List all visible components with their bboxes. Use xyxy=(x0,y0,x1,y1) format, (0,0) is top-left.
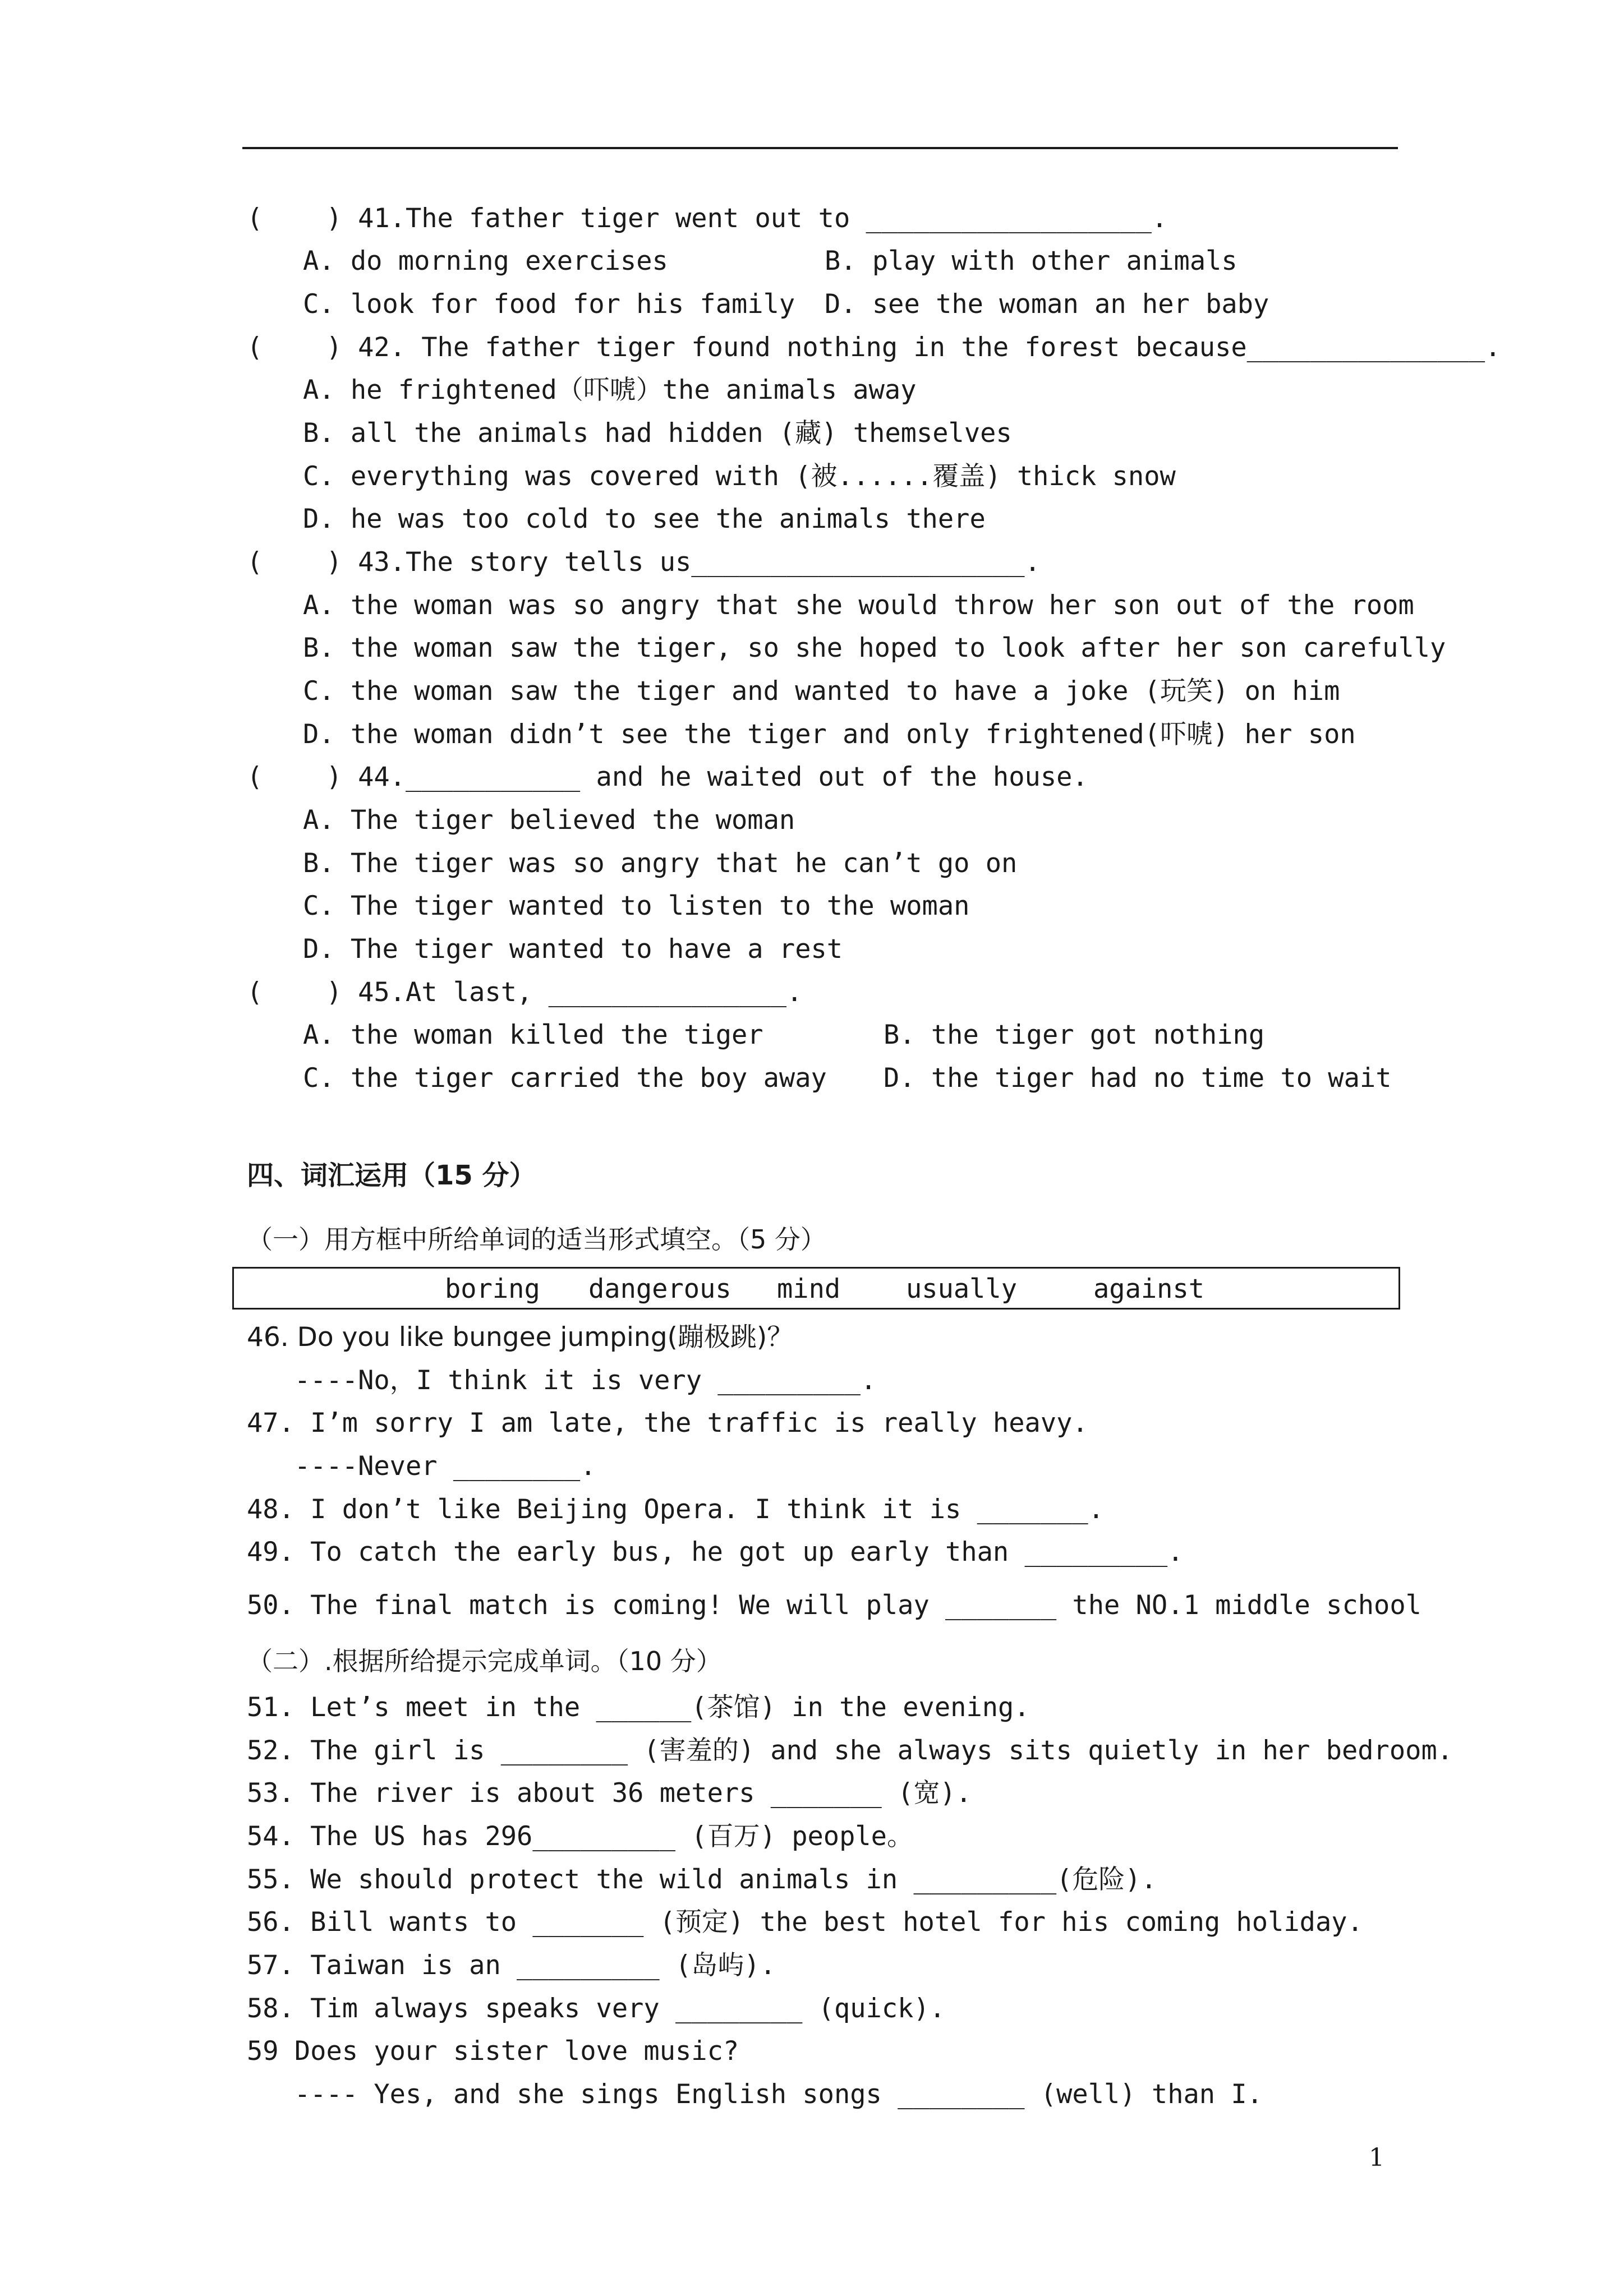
question-54: 54. The US has 296_________ (百万) people。 xyxy=(247,1821,913,1852)
question-45-option-b: B. the tiger got nothing xyxy=(884,1020,1265,1050)
question-45-option-a: A. the woman killed the tiger xyxy=(303,1020,763,1050)
question-43-stem: ( ) 43.The story tells us_____________________. xyxy=(247,547,1041,578)
question-47-answer: ----Never ________. xyxy=(247,1451,596,1482)
question-41-option-c: C. look for food for his family xyxy=(303,289,795,320)
question-43-option-d: D. the woman didn’t see the tiger and only frightened(吓唬) her son xyxy=(303,719,1356,750)
question-58: 58. Tim always speaks very ________ (quick). xyxy=(247,1993,946,2024)
question-57: 57. Taiwan is an _________ (岛屿). xyxy=(247,1950,776,1981)
question-55: 55. We should protect the wild animals in _________(危险). xyxy=(247,1864,1157,1895)
question-49: 49. To catch the early bus, he got up early than _________. xyxy=(247,1537,1184,1567)
question-46: 46. Do you like bungee jumping(蹦极跳)？ xyxy=(247,1322,794,1353)
question-51: 51. Let’s meet in the ______(茶馆) in the evening. xyxy=(247,1692,1030,1723)
question-53: 53. The river is about 36 meters _______ (宽). xyxy=(247,1778,972,1809)
question-44-option-d: D. The tiger wanted to have a rest xyxy=(303,934,843,965)
word-box-item: mind xyxy=(777,1274,841,1304)
question-41-stem: ( ) 41.The father tiger went out to __________________. xyxy=(247,203,1168,234)
question-41-option-b: B. play with other animals xyxy=(825,246,1237,276)
question-47: 47. I’m sorry I am late, the traffic is really heavy. xyxy=(247,1408,1088,1439)
word-box-item: usually xyxy=(906,1274,1018,1304)
header-rule xyxy=(242,147,1398,149)
question-42-option-c: C. everything was covered with (被......覆盖) thick snow xyxy=(303,461,1176,492)
question-56: 56. Bill wants to _______ (预定) the best hotel for his coming holiday. xyxy=(247,1907,1363,1938)
question-52: 52. The girl is ________ (害羞的) and she always sits quietly in her bedroom. xyxy=(247,1735,1453,1766)
question-42-option-b: B. all the animals had hidden (藏) themselves xyxy=(303,418,1012,449)
question-43-option-c: C. the woman saw the tiger and wanted to have a joke (玩笑) on him xyxy=(303,676,1340,707)
question-46-answer: ----No，I think it is very _________. xyxy=(247,1365,877,1396)
question-59-answer: ---- Yes, and she sings English songs ________ (well) than I. xyxy=(247,2079,1263,2110)
section-4-title: 四、词汇运用（15 分） xyxy=(247,1160,536,1191)
question-42-option-a: A. he frightened（吓唬）the animals away xyxy=(303,375,917,405)
question-44-stem: ( ) 44.___________ and he waited out of the house. xyxy=(247,762,1088,792)
question-59: 59 Does your sister love music? xyxy=(247,2036,739,2067)
question-48: 48. I don’t like Beijing Opera. I think it is _______. xyxy=(247,1494,1105,1525)
question-44-option-a: A. The tiger believed the woman xyxy=(303,805,795,836)
question-45-option-d: D. the tiger had no time to wait xyxy=(884,1063,1392,1094)
question-41-option-d: D. see the woman an her baby xyxy=(825,289,1269,320)
question-41-option-a: A. do morning exercises xyxy=(303,246,668,276)
question-43-option-b: B. the woman saw the tiger, so she hoped to look after her son carefully xyxy=(303,633,1446,663)
part-2-title: （二）.根据所给提示完成单词。（10 分） xyxy=(247,1646,722,1676)
part-1-title: （一）用方框中所给单词的适当形式填空。（5 分） xyxy=(247,1224,826,1255)
word-box-item: against xyxy=(1093,1274,1205,1304)
page-number: 1 xyxy=(1369,2143,1384,2172)
question-44-option-c: C. The tiger wanted to listen to the woman xyxy=(303,891,970,921)
question-42-stem: ( ) 42. The father tiger found nothing in the forest because_______________. xyxy=(247,332,1501,363)
question-44-option-b: B. The tiger was so angry that he can’t go on xyxy=(303,848,1018,879)
question-45-stem: ( ) 45.At last, _______________. xyxy=(247,977,803,1008)
question-42-option-d: D. he was too cold to see the animals there xyxy=(303,504,986,534)
question-50: 50. The final match is coming! We will play _______ the NO.1 middle school xyxy=(247,1590,1421,1621)
question-43-option-a: A. the woman was so angry that she would throw her son out of the room xyxy=(303,590,1414,621)
word-box-item: dangerous xyxy=(588,1274,732,1304)
word-box-item: boring xyxy=(445,1274,540,1304)
question-45-option-c: C. the tiger carried the boy away xyxy=(303,1063,827,1094)
word-box xyxy=(232,1267,1400,1310)
